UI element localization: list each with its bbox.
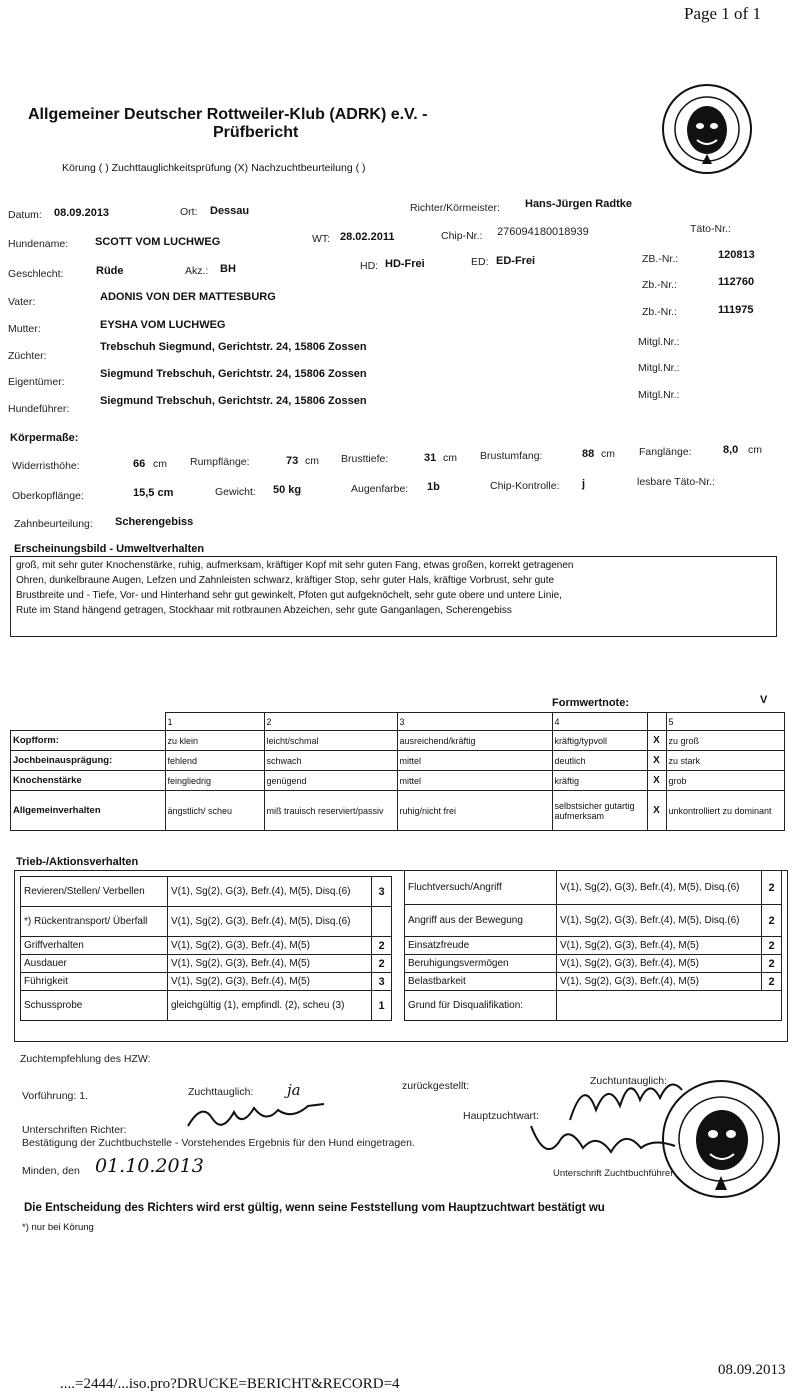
table-row bbox=[21, 907, 392, 937]
hundename-value: SCOTT VOM LUCHWEG bbox=[95, 236, 221, 248]
ed-value: ED-Frei bbox=[496, 255, 536, 267]
zb3-value: 111975 bbox=[718, 304, 754, 316]
richter-label: Richter/Körmeister: bbox=[410, 202, 500, 214]
ort-label: Ort: bbox=[180, 206, 198, 218]
grid-col-1: 1 bbox=[165, 713, 264, 731]
augen-value: 1b bbox=[427, 481, 440, 493]
geschlecht-label: Geschlecht: bbox=[8, 268, 64, 280]
grid-cell: zu klein bbox=[165, 731, 264, 751]
akz-label: Akz.: bbox=[185, 265, 209, 277]
hundefuehrer-label: Hundeführer: bbox=[8, 403, 70, 415]
geschlecht-value: Rüde bbox=[96, 265, 124, 277]
hauptzuchtwart-label: Hauptzuchtwart: bbox=[463, 1110, 539, 1122]
zurueckgestellt-label: zurückgestellt: bbox=[402, 1080, 470, 1092]
grid-cell: kräftig/typvoll bbox=[552, 731, 647, 751]
trieb-options: V(1), Sg(2), G(3), Befr.(4), M(5) bbox=[557, 937, 762, 955]
zuchttauglich-label: Zuchttauglich: bbox=[188, 1086, 254, 1098]
brusttiefe-label: Brusttiefe: bbox=[341, 453, 389, 465]
grid-cell: fehlend bbox=[165, 751, 264, 771]
mitgl-label-1: Mitgl.Nr.: bbox=[638, 336, 680, 348]
widerrist-unit: cm bbox=[153, 458, 167, 470]
entscheidung-text: Die Entscheidung des Richters wird erst gültig, wenn seine Feststellung vom Hauptzuchtwart bestätigt wu bbox=[24, 1202, 605, 1214]
grid-cell: ausreichend/kräftig bbox=[397, 731, 552, 751]
grid-col-2: 2 bbox=[264, 713, 397, 731]
table-row bbox=[405, 937, 782, 955]
trieb-heading: Trieb-/Aktionsverhalten bbox=[16, 856, 139, 868]
zahn-label: Zahnbeurteilung: bbox=[14, 518, 93, 530]
grid-row-label: Jochbeinausprägung: bbox=[11, 751, 166, 771]
grid-corner bbox=[11, 713, 166, 731]
trieb-options: V(1), Sg(2), G(3), Befr.(4), M(5), Disq.(6) bbox=[168, 877, 372, 907]
fang-label: Fanglänge: bbox=[639, 446, 692, 458]
gewicht-label: Gewicht: bbox=[215, 486, 256, 498]
wt-label: WT: bbox=[312, 233, 331, 245]
trieb-score: 3 bbox=[372, 973, 392, 991]
zuechter-label: Züchter: bbox=[8, 350, 47, 362]
grid-col-4: 4 bbox=[552, 713, 647, 731]
grid-cell: schwach bbox=[264, 751, 397, 771]
grid-col-3: 3 bbox=[397, 713, 552, 731]
grid-cell: zu groß bbox=[666, 731, 785, 751]
grid-col-x bbox=[647, 713, 666, 731]
trieb-right-table bbox=[404, 870, 782, 1021]
wt-value: 28.02.2011 bbox=[340, 231, 395, 243]
table-row bbox=[21, 937, 392, 955]
hundefuehrer-value: Siegmund Trebschuh, Gerichtstr. 24, 15806 Zossen bbox=[100, 395, 367, 407]
grid-cell: miß trauisch reserviert/passiv bbox=[264, 791, 397, 831]
minden-label: Minden, den bbox=[22, 1165, 80, 1177]
zahn-value: Scherengebiss bbox=[115, 516, 194, 528]
trieb-options: V(1), Sg(2), G(3), Befr.(4), M(5) bbox=[168, 937, 372, 955]
trieb-label: Beruhigungsvermögen bbox=[405, 955, 557, 973]
trieb-options: V(1), Sg(2), G(3), Befr.(4), M(5) bbox=[168, 973, 372, 991]
akz-value: BH bbox=[220, 263, 236, 275]
widerrist-value: 66 bbox=[133, 458, 146, 470]
eigentuemer-value: Siegmund Trebschuh, Gerichtstr. 24, 15806 Zossen bbox=[100, 368, 367, 380]
grid-mark: X bbox=[647, 771, 666, 791]
table-row bbox=[21, 973, 392, 991]
grid-cell: genügend bbox=[264, 771, 397, 791]
erscheinung-heading: Erscheinungsbild - Umweltverhalten bbox=[14, 543, 205, 555]
fang-value: 8,0 bbox=[723, 444, 739, 456]
table-row bbox=[405, 991, 782, 1021]
formwert-value: V bbox=[760, 694, 768, 706]
richter-value: Hans-Jürgen Radtke bbox=[525, 198, 632, 210]
grid-cell: unkontrolliert zu dominant bbox=[666, 791, 785, 831]
eigentuemer-label: Eigentümer: bbox=[8, 376, 65, 388]
chipkontrolle-label: Chip-Kontrolle: bbox=[490, 480, 560, 492]
mitgl-label-2: Mitgl.Nr.: bbox=[638, 362, 680, 374]
brusttiefe-value: 31 bbox=[424, 452, 437, 464]
trieb-score: 3 bbox=[372, 877, 392, 907]
mutter-label: Mutter: bbox=[8, 323, 41, 335]
zuchtempfehlung-label: Zuchtempfehlung des HZW: bbox=[20, 1053, 151, 1065]
koerpermasse-heading: Körpermaße: bbox=[10, 432, 79, 444]
trieb-label: Ausdauer bbox=[21, 955, 168, 973]
grid-cell: kräftig bbox=[552, 771, 647, 791]
hd-label: HD: bbox=[360, 260, 379, 272]
table-row bbox=[11, 771, 785, 791]
zb1-value: 120813 bbox=[718, 249, 755, 261]
tato-label: Täto-Nr.: bbox=[690, 223, 731, 235]
trieb-score: 2 bbox=[762, 937, 782, 955]
datum-label: Datum: bbox=[8, 209, 42, 221]
table-row bbox=[405, 973, 782, 991]
zb2-label: Zb.-Nr.: bbox=[642, 279, 678, 291]
adrk-seal-bottom-icon bbox=[660, 1078, 782, 1200]
datum-value: 08.09.2013 bbox=[54, 207, 110, 219]
trieb-label: Fluchtversuch/Angriff bbox=[405, 871, 557, 905]
trieb-options: V(1), Sg(2), G(3), Befr.(4), M(5), Disq.(6) bbox=[557, 905, 762, 937]
zuechter-value: Trebschuh Siegmund, Gerichtstr. 24, 15806 Zossen bbox=[100, 341, 367, 353]
minden-date: 01.10.2013 bbox=[95, 1155, 204, 1177]
ort-value: Dessau bbox=[210, 205, 250, 217]
trieb-options: V(1), Sg(2), G(3), Befr.(4), M(5) bbox=[557, 973, 762, 991]
grid-cell: deutlich bbox=[552, 751, 647, 771]
trieb-label: Schussprobe bbox=[21, 991, 168, 1021]
zuchttauglich-value: ja bbox=[287, 1081, 301, 1099]
trieb-label: Griffverhalten bbox=[21, 937, 168, 955]
table-row bbox=[21, 955, 392, 973]
oberkopf-label: Oberkopflänge: bbox=[12, 490, 84, 502]
chip-label: Chip-Nr.: bbox=[441, 230, 483, 242]
vater-value: ADONIS VON DER MATTESBURG bbox=[100, 291, 276, 303]
grid-row-label: Knochenstärke bbox=[11, 771, 166, 791]
club-title: Allgemeiner Deutscher Rottweiler-Klub (ADRK) e.V. - bbox=[28, 106, 428, 123]
erscheinung-line-2: Ohren, dunkelbraune Augen, Lefzen und Zahnleisten schwarz, kräftiger Stop, sehr guter Hals, kräftige Vorbrust, sehr gute bbox=[16, 575, 555, 586]
trieb-label: *) Rückentransport/ Überfall bbox=[21, 907, 168, 937]
lesbare-label: lesbare Täto-Nr.: bbox=[637, 476, 716, 488]
grid-cell: zu stark bbox=[666, 751, 785, 771]
trieb-score: 2 bbox=[372, 955, 392, 973]
formwert-label: Formwertnote: bbox=[552, 697, 629, 709]
grid-mark: X bbox=[647, 731, 666, 751]
brustumfang-unit: cm bbox=[601, 448, 615, 460]
trieb-score: 1 bbox=[372, 991, 392, 1021]
adrk-seal-icon bbox=[660, 82, 754, 176]
brustumfang-value: 88 bbox=[582, 448, 595, 460]
judge-signature bbox=[182, 1098, 332, 1132]
mutter-value: EYSHA VOM LUCHWEG bbox=[100, 319, 226, 331]
nur-koerung-note: *) nur bei Körung bbox=[22, 1222, 94, 1233]
trieb-score bbox=[372, 907, 392, 937]
trieb-label: Führigkeit bbox=[21, 973, 168, 991]
trieb-score: 2 bbox=[762, 871, 782, 905]
trieb-options bbox=[557, 991, 782, 1021]
trieb-score: 2 bbox=[762, 905, 782, 937]
widerrist-label: Widerristhöhe: bbox=[12, 460, 80, 472]
brusttiefe-unit: cm bbox=[443, 452, 457, 464]
grid-cell: selbstsicher gutartig aufmerksam bbox=[552, 791, 647, 831]
table-row bbox=[405, 905, 782, 937]
trieb-score: 2 bbox=[372, 937, 392, 955]
table-row bbox=[405, 955, 782, 973]
grid-row-label: Kopfform: bbox=[11, 731, 166, 751]
vorfuehrung-label: Vorführung: 1. bbox=[22, 1090, 88, 1102]
trieb-label: Belastbarkeit bbox=[405, 973, 557, 991]
trieb-label: Revieren/Stellen/ Verbellen bbox=[21, 877, 168, 907]
trieb-options: V(1), Sg(2), G(3), Befr.(4), M(5) bbox=[168, 955, 372, 973]
grid-cell: ängstlich/ scheu bbox=[165, 791, 264, 831]
table-row bbox=[11, 791, 785, 831]
trieb-label: Grund für Disqualifikation: bbox=[405, 991, 557, 1021]
gewicht-value: 50 kg bbox=[273, 484, 302, 496]
trieb-options: V(1), Sg(2), G(3), Befr.(4), M(5) bbox=[557, 955, 762, 973]
report-title: Prüfbericht bbox=[213, 124, 299, 141]
table-row bbox=[405, 871, 782, 905]
grid-row-label: Allgemeinverhalten bbox=[11, 791, 166, 831]
trieb-label: Angriff aus der Bewegung bbox=[405, 905, 557, 937]
table-row bbox=[11, 731, 785, 751]
unterschrift-zuchtbuch-label: Unterschrift Zuchtbuchführer bbox=[553, 1168, 674, 1179]
ed-label: ED: bbox=[471, 256, 489, 268]
table-row bbox=[11, 751, 785, 771]
trieb-left-table bbox=[20, 876, 392, 1021]
grid-mark: X bbox=[647, 791, 666, 831]
grid-cell: mittel bbox=[397, 751, 552, 771]
grid-col-5: 5 bbox=[666, 713, 785, 731]
hundename-label: Hundename: bbox=[8, 238, 69, 250]
footer-date: 08.09.2013 bbox=[718, 1362, 786, 1378]
trieb-score: 2 bbox=[762, 955, 782, 973]
grid-cell: leicht/schmal bbox=[264, 731, 397, 751]
unterschriften-label: Unterschriften Richter: bbox=[22, 1124, 127, 1136]
fang-unit: cm bbox=[748, 444, 762, 456]
bestaetigung-text: Bestätigung der Zuchtbuchstelle - Vorstehendes Ergebnis für den Hund eingetragen. bbox=[22, 1137, 415, 1149]
mitgl-label-3: Mitgl.Nr.: bbox=[638, 389, 680, 401]
page-header: Page 1 of 1 bbox=[684, 4, 761, 23]
chipkontrolle-value: j bbox=[582, 478, 586, 490]
rumpf-unit: cm bbox=[305, 455, 319, 467]
trieb-score: 2 bbox=[762, 973, 782, 991]
evaluation-grid bbox=[10, 712, 785, 831]
rumpf-value: 73 bbox=[286, 455, 299, 467]
chip-value: 276094180018939 bbox=[497, 226, 589, 238]
brustumfang-label: Brustumfang: bbox=[480, 450, 543, 462]
table-row bbox=[21, 877, 392, 907]
examination-type-line: Körung ( ) Zuchttauglichkeitsprüfung (X) Nachzuchtbeurteilung ( ) bbox=[62, 162, 366, 174]
zb1-label: ZB.-Nr.: bbox=[642, 253, 679, 265]
trieb-options: V(1), Sg(2), G(3), Befr.(4), M(5), Disq.(6) bbox=[168, 907, 372, 937]
zb3-label: Zb.-Nr.: bbox=[642, 306, 678, 318]
zuchtuntauglich-label: Zuchtuntauglich: bbox=[590, 1075, 668, 1087]
grid-cell: ruhig/nicht frei bbox=[397, 791, 552, 831]
trieb-label: Einsatzfreude bbox=[405, 937, 557, 955]
oberkopf-value: 15,5 cm bbox=[133, 487, 174, 499]
trieb-options: V(1), Sg(2), G(3), Befr.(4), M(5), Disq.(6) bbox=[557, 871, 762, 905]
grid-cell: mittel bbox=[397, 771, 552, 791]
hd-value: HD-Frei bbox=[385, 258, 425, 270]
erscheinung-line-3: Brustbreite und - Tiefe, Vor- und Hinterhand sehr gut gewinkelt, Pfoten gut aufgeknöchelt, sehr gute obere und untere Linie, bbox=[16, 590, 562, 601]
augen-label: Augenfarbe: bbox=[351, 483, 409, 495]
grid-mark: X bbox=[647, 751, 666, 771]
zb2-value: 112760 bbox=[718, 276, 755, 288]
rumpf-label: Rumpflänge: bbox=[190, 456, 250, 468]
trieb-options: gleichgültig (1), empfindl. (2), scheu (3) bbox=[168, 991, 372, 1021]
grid-cell: grob bbox=[666, 771, 785, 791]
erscheinung-line-4: Rute im Stand hängend getragen, Stockhaar mit rotbraunen Abzeichen, sehr gute Ganganlagen, Scherengebiss bbox=[16, 605, 512, 616]
vater-label: Vater: bbox=[8, 296, 36, 308]
table-row bbox=[21, 991, 392, 1021]
grid-cell: feingliedrig bbox=[165, 771, 264, 791]
footer-url: ....=2444/...iso.pro?DRUCKE=BERICHT&RECORD=4 bbox=[60, 1376, 400, 1392]
erscheinung-line-1: groß, mit sehr guter Knochenstärke, ruhig, aufmerksam, kräftiger Kopf mit sehr guten Fang, etwas großen, korrekt getragenen bbox=[16, 560, 574, 571]
